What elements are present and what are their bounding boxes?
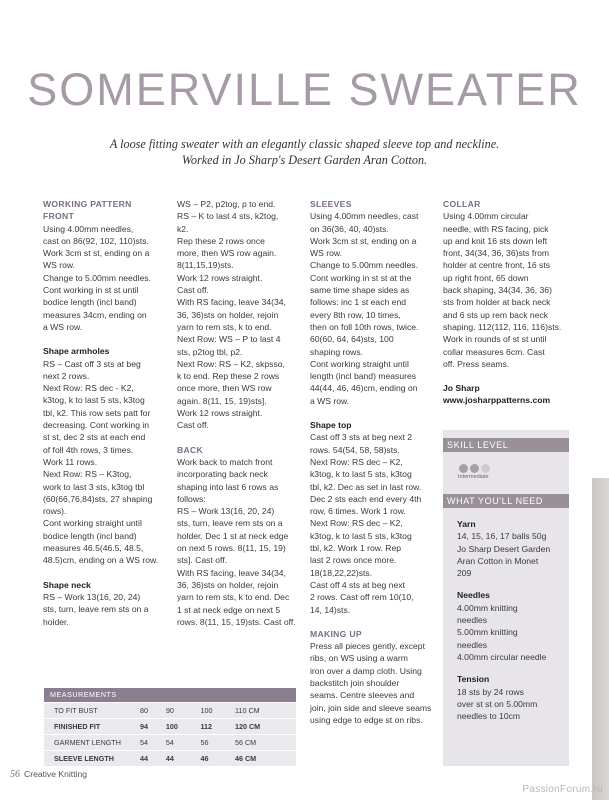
paragraph — [43, 358, 165, 567]
intro-line: A loose fitting sweater with an elegantly classic shaped sleeve top and neckline. — [109, 137, 500, 151]
text-line: Next Row: WS – P to last 4 — [177, 334, 281, 345]
text-line: needles — [457, 639, 488, 650]
table-cell: 54 — [138, 735, 164, 751]
row-label: FINISHED FIT — [44, 719, 138, 735]
text-line: follows: — [177, 493, 206, 504]
text-line: a WS row. — [43, 321, 83, 332]
sub-heading: Tension — [457, 674, 490, 685]
text-line: 5.00mm knitting — [457, 627, 518, 638]
text-line: Next Row: RS – K2, skpsso, — [177, 358, 285, 369]
text-line: of foll 4th rows, 3 times. — [43, 444, 134, 455]
section-heading: MAKING UP — [310, 628, 362, 639]
text-line: Cont working in st st at the — [310, 272, 412, 283]
text-line: Next Row: RS – K3tog, — [43, 469, 132, 480]
text-line: using edge to edge st on ribs. — [310, 714, 423, 725]
text-line: bodice length (incl band) — [43, 297, 137, 308]
text-line: 4.00mm knitting — [457, 602, 518, 613]
text-line: 2 rows. Cast off rem 10(10, — [310, 592, 414, 603]
paragraph — [43, 223, 165, 334]
text-line: Jo Sharp Desert Garden — [457, 543, 551, 554]
text-line: up and knit 16 sts down left — [443, 235, 548, 246]
text-line: Using 4.00mm needles, cast — [310, 211, 419, 222]
text-line: and 6 sts up rem back neck — [443, 309, 549, 320]
text-line: more, then WS row again. — [177, 248, 277, 259]
text-line: back shaping, 34(34, 36, 36) — [443, 285, 552, 296]
text-line: WS row. — [43, 260, 75, 271]
text-line: 4.00mm circular needle — [457, 651, 547, 662]
text-line: Work 12 rows straight. — [177, 408, 263, 419]
text-line: bodice length (incl band) — [43, 530, 137, 541]
text-line: measures 46.5(46.5, 48.5, — [43, 543, 144, 554]
text-line: iron over a damp cloth. Using — [310, 665, 422, 676]
table-cell: 100 — [164, 719, 199, 735]
text-line: yarn to rem sts, k to end. Dec — [177, 592, 290, 603]
section-heading: FRONT — [43, 211, 75, 222]
text-line: Cont working straight until — [310, 358, 409, 369]
paragraph — [310, 210, 433, 407]
section-heading: SLEEVES — [310, 199, 352, 209]
paragraph — [310, 431, 433, 615]
table-cell: 110 CM — [233, 703, 296, 719]
text-line: Aran Cotton in Monet — [457, 555, 539, 566]
text-line: decreasing. Cont working in — [43, 420, 150, 431]
magazine-name: Creative Knitting — [24, 769, 88, 779]
what-you-need-heading: WHAT YOU'LL NEED — [443, 494, 569, 508]
section-heading: COLLAR — [443, 199, 481, 209]
text-line: tbl, k2. Work 1 row. Rep — [310, 543, 402, 554]
text-line: measures 34cm, ending on — [43, 309, 147, 320]
text-line: needle, with RS facing, pick — [443, 223, 549, 234]
text-line: same time shape sides as — [310, 285, 410, 296]
text-line: Work 3cm st st, ending on a — [43, 248, 150, 259]
skill-level-heading: SKILL LEVEL — [443, 438, 569, 452]
text-line: once more, then WS row — [177, 383, 272, 394]
text-line: Cont working straight until — [43, 518, 142, 529]
text-line: ribs, on WS using a warm — [310, 653, 408, 664]
text-line: sts from holder at back neck — [443, 297, 551, 308]
text-line: sts, turn, leave rem sts on a — [177, 518, 283, 529]
text-line: collar measures 6cm. Cast — [443, 346, 545, 357]
text-line: backstitch join shoulder — [310, 677, 400, 688]
paragraph — [457, 530, 567, 579]
text-line: 18(18,22,22)sts. — [310, 567, 373, 578]
text-line: holder. — [43, 616, 69, 627]
text-line: sts, turn, leave rem sts on a — [43, 604, 149, 615]
text-line: tbl, k2. Dec as set in last row. — [310, 481, 422, 492]
row-label: GARMENT LENGTH — [44, 735, 138, 751]
yarn-ball-icon — [481, 464, 490, 473]
text-line: follows: inc 1 st each end — [310, 297, 407, 308]
table-cell: 56 CM — [233, 735, 296, 751]
section-heading: BACK — [177, 444, 204, 455]
sidebar-box — [443, 430, 569, 766]
text-line: shaping. 112(112, 116, 116)sts. — [443, 321, 562, 332]
text-line: then on foll 10th rows, twice. — [310, 321, 419, 332]
paragraph — [457, 602, 567, 663]
text-line: k2. — [177, 223, 189, 234]
paragraph — [457, 686, 567, 723]
text-line: k to end. Rep these 2 rows — [177, 371, 280, 382]
yarn-ball-icon — [470, 464, 479, 473]
row-label: SLEEVE LENGTH — [44, 751, 138, 767]
column-2 — [177, 198, 299, 628]
table-cell: 44 — [138, 751, 164, 767]
text-line: cast on 86(92, 102, 110)sts. — [43, 235, 149, 246]
text-line: Press all pieces gently, except — [310, 641, 425, 652]
text-line: over st st on 5.00mm — [457, 698, 538, 709]
text-line: Cast off. — [177, 420, 209, 431]
text-line: needles to 10cm — [457, 711, 521, 722]
table-cell: 90 — [164, 703, 199, 719]
text-line: RS – Cast off 3 sts at beg — [43, 358, 141, 369]
text-line: rows). — [43, 506, 67, 517]
text-line: 1 st at neck edge on next 5 — [177, 604, 281, 615]
text-line: Cast off 3 sts at beg next 2 — [310, 432, 413, 443]
text-line: again. 8(11, 15, 19)sts]. — [177, 395, 267, 406]
text-line: next 2 rows. — [43, 370, 90, 381]
text-line: WS row. — [310, 248, 342, 259]
text-line: Next Row: RS dec – K2, — [310, 518, 403, 529]
text-line: Cast off 4 sts at beg next — [310, 579, 405, 590]
text-line: Using 4.00mm needles, — [43, 223, 134, 234]
text-line: holder at centre front, 16 sts — [443, 260, 551, 271]
text-line: Work 12 rows straight. — [177, 272, 263, 283]
table-cell: 46 CM — [233, 751, 296, 767]
paragraph — [43, 591, 165, 628]
text-line: holder. Dec 1 st at neck edge — [177, 530, 289, 541]
text-line: Using 4.00mm circular — [443, 211, 529, 222]
text-line: join, join side and sleeve seams — [310, 702, 432, 713]
text-line: Work 11 rows. — [43, 456, 98, 467]
text-line: front, 34(34, 36, 36)sts from — [443, 248, 550, 259]
text-line: on 36(36, 40, 40)sts. — [310, 223, 389, 234]
sub-heading: Yarn — [457, 519, 476, 529]
text-line: 44(44, 46, 46)cm, ending on — [310, 383, 418, 394]
text-line: 36, 36)sts on holder, rejoin — [177, 579, 279, 590]
text-line: k3tog, k to last 5 sts, k3tog — [43, 395, 145, 406]
table-cell: 94 — [138, 719, 164, 735]
yarn-ball-icon — [459, 464, 468, 473]
text-line: rows. 54(54, 58, 58)sts. — [310, 444, 400, 455]
text-line: 18 sts by 24 rows — [457, 686, 524, 697]
materials-list — [457, 518, 567, 722]
text-line: rows. 8(11, 15, 19)sts. Cast off. — [177, 616, 296, 627]
text-line: Dec 2 sts each end every 4th — [310, 493, 422, 504]
text-line: sts, p2tog tbl, p2. — [177, 346, 243, 357]
watermark: PassionForum.ru — [522, 784, 603, 795]
text-line: 14, 14)sts. — [310, 604, 351, 615]
credit-name: Jo Sharp — [443, 383, 480, 394]
table-cell: 120 CM — [233, 719, 296, 735]
photo-edge — [592, 478, 609, 800]
sub-heading: Needles — [457, 590, 490, 601]
table-cell: 100 — [198, 703, 233, 719]
column-1 — [43, 198, 165, 628]
paragraph — [177, 198, 299, 432]
text-line: Next Row: RS dec – K2, — [310, 456, 403, 467]
text-line: With RS facing, leave 34(34, — [177, 567, 286, 578]
table-cell: 80 — [138, 703, 164, 719]
text-line: WS – P2, p2tog, p to end. — [177, 199, 276, 209]
text-line: on next 5 rows. 8(11, 15, 19) — [177, 543, 286, 554]
text-line: RS – Work 13(16, 20, 24) — [43, 591, 141, 602]
table-row — [44, 751, 296, 767]
table-row — [44, 703, 296, 719]
text-line: seams. Centre sleeves and — [310, 690, 415, 701]
credit-url[interactable]: www.josharppatterns.com — [443, 395, 551, 406]
text-line: st st, dec 2 sts at each end — [43, 432, 146, 443]
table-cell: 54 — [164, 735, 199, 751]
table-cell: 46 — [198, 751, 233, 767]
text-line: Work back to match front — [177, 456, 273, 467]
sub-heading: Shape top — [310, 420, 352, 431]
text-line: 36, 36)sts on holder, rejoin — [177, 309, 279, 320]
text-line: k3tog, k to last 5 sts, k3tog — [310, 530, 412, 541]
text-line: k3tog, k to last 5 sts, k3tog — [310, 469, 412, 480]
text-line: RS – Work 13(16, 20, 24) — [177, 506, 275, 517]
text-line: RS – K to last 4 sts, k2tog, — [177, 211, 279, 222]
text-line: up right front, 65 down — [443, 272, 529, 283]
text-line: row, 6 times. Work 1 row. — [310, 506, 406, 517]
text-line: Work 3cm st st, ending on a — [310, 235, 417, 246]
text-line: incorporating back neck — [177, 469, 268, 480]
text-line: Work in rounds of st st until — [443, 334, 547, 345]
text-line: sts]. Cast off. — [177, 555, 227, 566]
column-3 — [310, 198, 433, 726]
text-line: 8(11,15,19)sts. — [177, 260, 234, 271]
text-line: a WS row. — [310, 395, 350, 406]
text-line: Cont working in st st until — [43, 285, 139, 296]
text-line: length (incl band) measures — [310, 371, 417, 382]
text-line: Cast off. — [177, 285, 209, 296]
text-line: 48.5)cm, ending on a WS row. — [43, 555, 159, 566]
paragraph — [310, 640, 433, 726]
text-line: 60(60, 64, 64)sts, 100 — [310, 334, 394, 345]
text-line: last 2 rows once more. — [310, 555, 397, 566]
text-line: Change to 5.00mm needles. — [43, 272, 151, 283]
measurements-heading: MEASUREMENTS — [44, 688, 296, 702]
text-line: Rep these 2 rows once — [177, 235, 265, 246]
text-line: off. Press seams. — [443, 358, 510, 369]
table-cell: 112 — [198, 719, 233, 735]
table-row — [44, 719, 296, 735]
text-line: shaping rows. — [310, 346, 364, 357]
text-line: needles — [457, 615, 488, 626]
sub-heading: Shape armholes — [43, 346, 110, 357]
intro-line: Worked in Jo Sharp's Desert Garden Aran Cotton. — [181, 153, 428, 167]
text-line: (60(66,76,84)sts, 27 shaping — [43, 493, 153, 504]
table-cell: 56 — [198, 735, 233, 751]
page-title: SOMERVILLE SWEATER — [27, 64, 582, 115]
paragraph — [177, 456, 299, 628]
text-line: Next Row: RS dec - K2, — [43, 383, 134, 394]
text-line: work to last 3 sts, k3tog tbl — [43, 481, 145, 492]
column-4 — [443, 198, 568, 407]
page-number: 56 — [10, 769, 20, 780]
text-line: With RS facing, leave 34(34, — [177, 297, 286, 308]
measurements-table — [44, 688, 296, 766]
table-cell: 44 — [164, 751, 199, 767]
text-line: Change to 5.00mm needles. — [310, 260, 418, 271]
row-label: TO FIT BUST — [44, 703, 138, 719]
text-line: every 8th row, 10 times, — [310, 309, 401, 320]
paragraph — [443, 210, 568, 370]
text-line: 14, 15, 16, 17 balls 50g — [457, 531, 547, 542]
section-heading: WORKING PATTERN — [43, 199, 132, 209]
text-line: shaping into last 6 rows as — [177, 481, 279, 492]
sub-heading: Shape neck — [43, 579, 91, 590]
text-line: 209 — [457, 568, 472, 579]
text-line: yarn to rem sts, k to end. — [177, 321, 272, 332]
skill-level-label: Intermediate — [458, 474, 489, 480]
table-row — [44, 735, 296, 751]
intro — [40, 136, 569, 168]
text-line: tbl, k2. This row sets patt for — [43, 407, 151, 418]
footer — [10, 769, 87, 780]
